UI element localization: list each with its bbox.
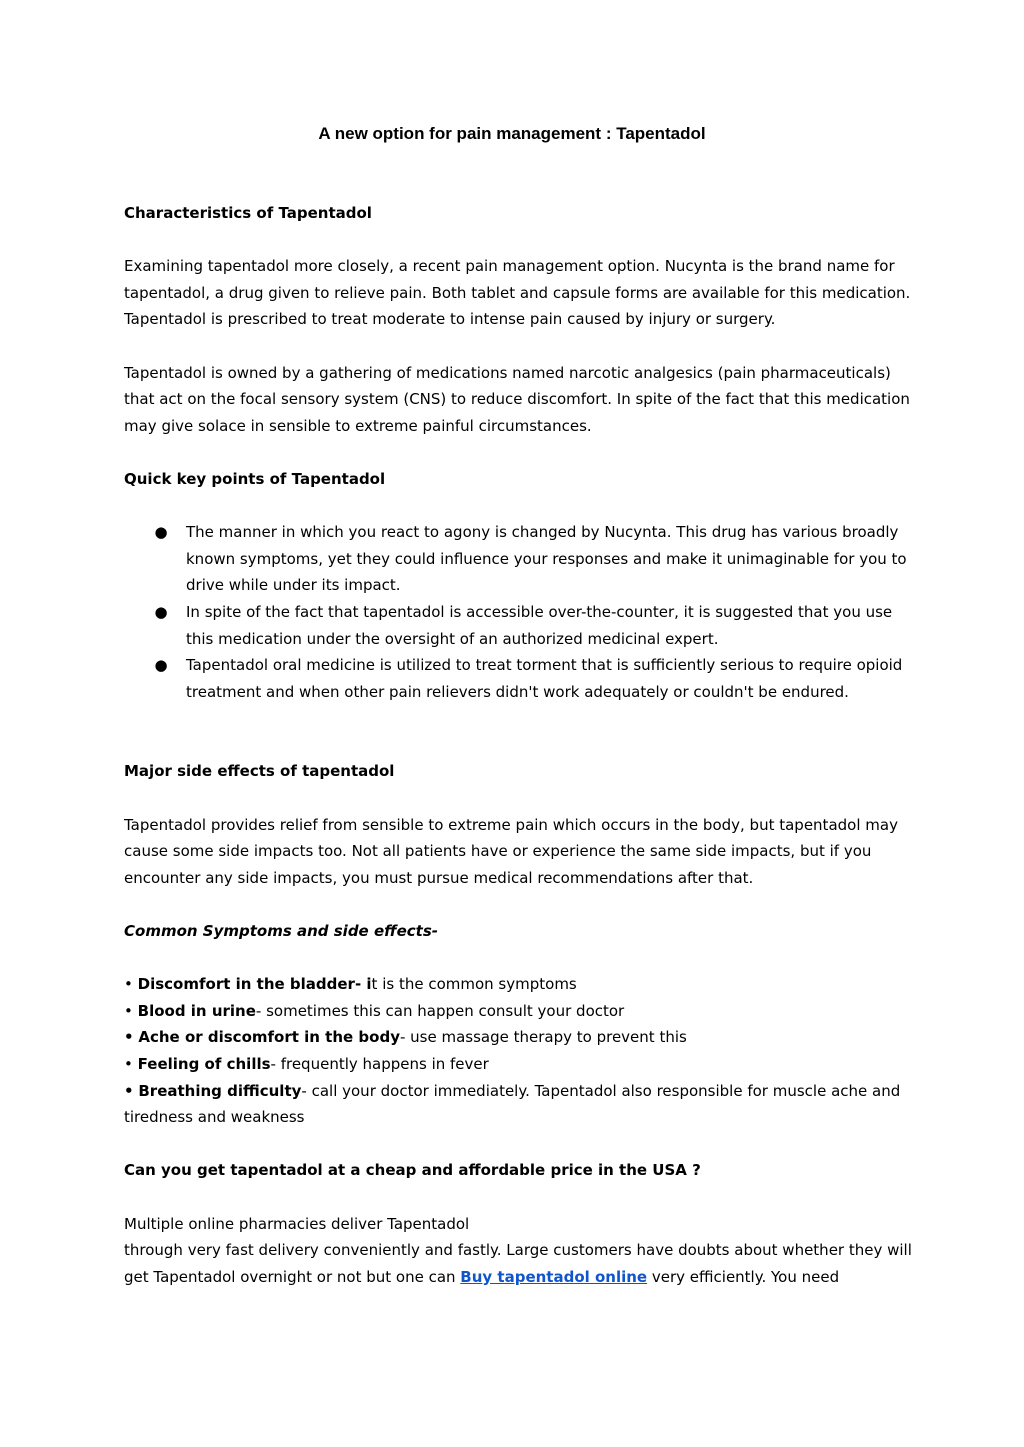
list-item-text: The manner in which you react to agony is changed by Nucynta. This drug has various broadly known symptoms, yet they could influence your responses and make it unimaginable for you to drive while under its impact. [186, 523, 907, 595]
symptom-desc: - sometimes this can happen consult your doctor [255, 1001, 625, 1020]
document-body [124, 200, 914, 1290]
symptom-bullet: • [124, 1001, 133, 1020]
paragraph-price-line1: Multiple online pharmacies deliver Tapentadol [124, 1214, 470, 1233]
list-item [154, 519, 914, 599]
symptom-desc: - use massage therapy to prevent this [399, 1028, 687, 1047]
paragraph-characteristics-2: Tapentadol is owned by a gathering of medications named narcotic analgesics (pain pharmaceuticals) that act on the focal sensory system (CNS) to reduce discomfort. In spite of the fact that this medication may give solace in sensible to extreme painful circumstances. [124, 363, 910, 435]
list-item [154, 652, 914, 705]
symptom-term: Discomfort in the bladder- i [137, 975, 372, 994]
paragraph-characteristics-1: Examining tapentadol more closely, a recent pain management option. Nucynta is the brand name for tapentadol, a drug given to relieve pain. Both tablet and capsule forms are available for this medication. Tapentadol is prescribed to treat moderate to intense pain caused by injury or surgery. [124, 257, 911, 329]
price-text-before: through very fast delivery conveniently and fastly. Large customers have doubts about whether they will get Tapentadol overnight or not but one can [124, 1241, 912, 1286]
document-title: A new option for pain management : Tapentadol [318, 124, 706, 143]
list-item-text: Tapentadol oral medicine is utilized to treat torment that is sufficiently serious to require opioid treatment and when other pain relievers didn't work adequately or couldn't be endured. [186, 656, 903, 701]
buy-tapentadol-link[interactable]: Buy tapentadol online [460, 1267, 648, 1286]
symptom-term: Ache or discomfort in the body [138, 1028, 400, 1047]
key-points-list [124, 519, 914, 705]
bullet-icon: ● [154, 523, 168, 542]
symptom-item [124, 998, 914, 1025]
heading-key-points: Quick key points of Tapentadol [124, 469, 386, 488]
heading-symptoms: Common Symptoms and side effects- [124, 922, 438, 941]
symptom-term: Feeling of chills [137, 1055, 271, 1073]
symptom-term: Breathing difficulty [138, 1081, 302, 1100]
heading-side-effects: Major side effects of tapentadol [124, 762, 395, 781]
paragraph-price-line2 [124, 1237, 914, 1290]
list-item [154, 599, 914, 652]
symptom-bullet: • [124, 1055, 133, 1073]
symptom-desc: t is the common symptoms [371, 975, 577, 994]
symptom-item [124, 1078, 914, 1131]
heading-price: Can you get tapentadol at a cheap and affordable price in the USA ? [124, 1161, 701, 1180]
symptom-desc: - call your doctor immediately. Tapentadol also responsible for muscle ache and tiredness and weakness [124, 1081, 901, 1127]
symptom-item [124, 1051, 914, 1078]
symptom-bullet: • [124, 1081, 134, 1100]
bullet-icon: ● [154, 656, 168, 675]
symptom-item [124, 971, 914, 998]
symptom-bullet: • [124, 975, 133, 994]
symptom-term: Blood in urine [137, 1001, 256, 1020]
symptom-item [124, 1024, 914, 1051]
symptom-bullet: • [124, 1028, 134, 1047]
bullet-icon: ● [154, 602, 168, 621]
paragraph-side-effects: Tapentadol provides relief from sensible to extreme pain which occurs in the body, but tapentadol may cause some side impacts too. Not all patients have or experience the same side impacts, but if you encounter any side impacts, you must pursue medical recommendations after that. [124, 815, 898, 887]
heading-characteristics: Characteristics of Tapentadol [124, 204, 372, 222]
price-text-after: very efficiently. You need [647, 1267, 840, 1286]
list-item-text: In spite of the fact that tapentadol is accessible over-the-counter, it is suggested that you use this medication under the oversight of an authorized medicinal expert. [186, 602, 893, 648]
symptom-desc: - frequently happens in fever [270, 1055, 489, 1073]
